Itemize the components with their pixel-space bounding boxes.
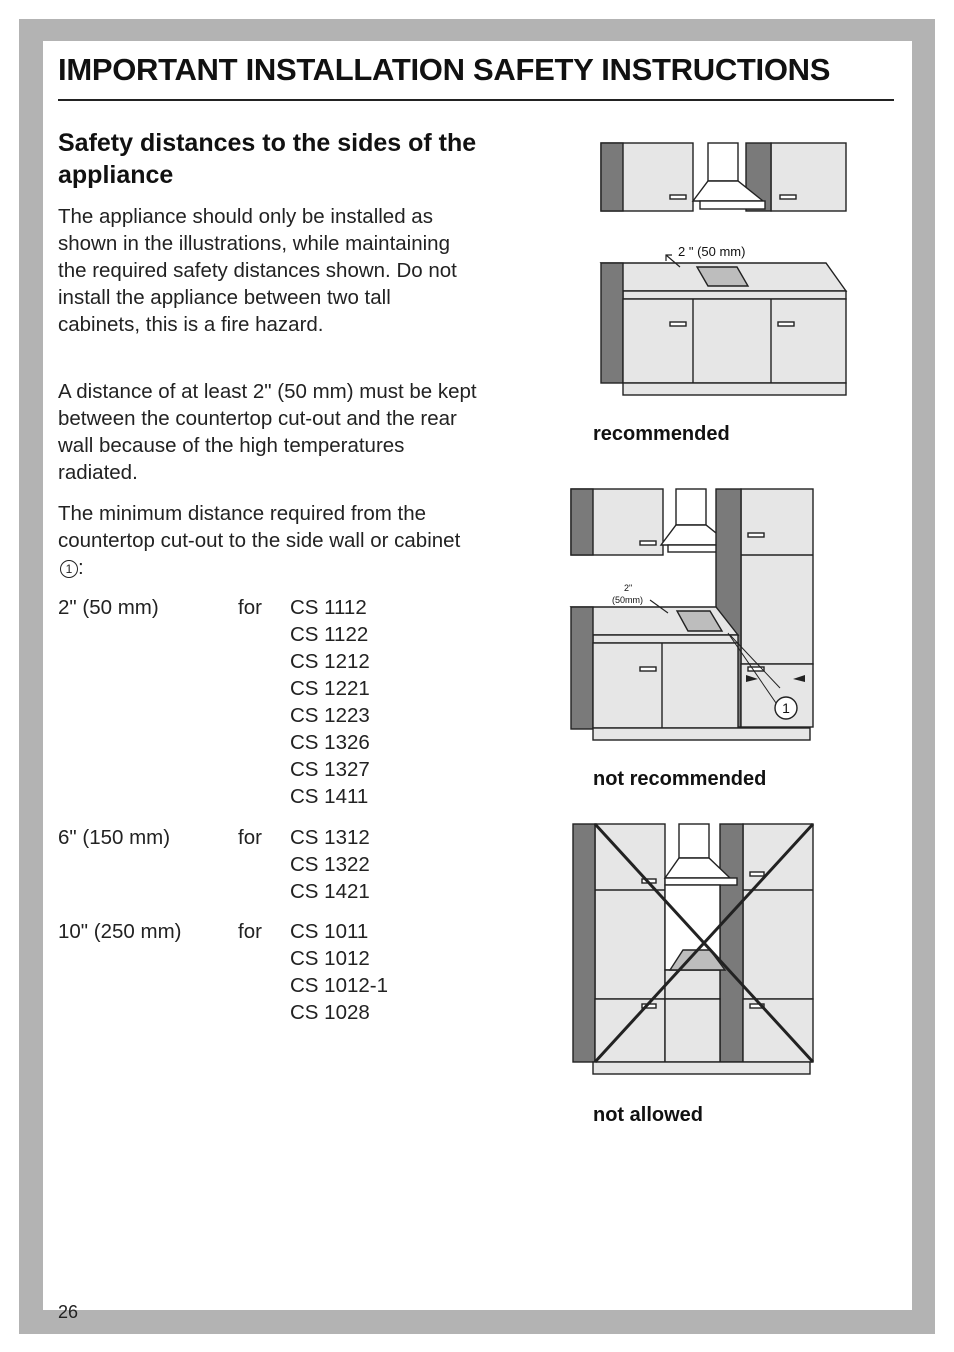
model-list (290, 594, 450, 810)
model-item: CS 1012 (290, 947, 370, 970)
model-item: CS 1028 (290, 1001, 370, 1024)
distance-value: 10" (250 mm) (58, 920, 182, 943)
caption-not-allowed: not allowed (593, 1104, 703, 1126)
cabinet-marker: 1 (782, 700, 790, 716)
model-item: CS 1122 (290, 623, 369, 646)
section-title: Safety distances to the sides of the appliance (58, 129, 477, 189)
distance-value: 6" (150 mm) (58, 826, 171, 849)
illustration-recommended (560, 135, 860, 405)
dimension-label-top: 2" (624, 583, 633, 593)
dimension-label-bottom: (50mm) (612, 595, 643, 605)
paragraph-side-wall (58, 500, 478, 581)
model-item: CS 1011 (290, 920, 369, 943)
dimension-label: 2 " (50 mm) (678, 244, 746, 259)
model-item: CS 1212 (290, 650, 370, 673)
distance-for: for (238, 826, 262, 849)
paragraph-installation: The appliance should only be installed as shown in the illustrations, while maintaining the required safety distances shown. Do not install the appliance between two tall cabinets, this is a fire hazard. (58, 205, 457, 336)
model-item: CS 1327 (290, 758, 370, 781)
header-rule (58, 99, 894, 101)
model-list (290, 824, 450, 905)
caption-not-recommended: not recommended (593, 768, 767, 790)
page-number: 26 (58, 1302, 79, 1322)
distance-value: 2" (50 mm) (58, 596, 159, 619)
model-item: CS 1112 (290, 596, 367, 619)
model-item: CS 1312 (290, 826, 370, 849)
caption-recommended: recommended (593, 423, 730, 445)
paragraph-rear-wall: A distance of at least 2" (50 mm) must be kept between the countertop cut-out and the rear wall because of the high temperatures radiated. (58, 380, 477, 484)
paragraph-side-wall-suffix: : (78, 556, 84, 579)
paragraph-side-wall-text: The minimum distance required from the countertop cut-out to the side wall or cabinet (58, 502, 461, 552)
model-item: CS 1322 (290, 853, 370, 876)
model-item: CS 1221 (290, 677, 370, 700)
illustration-not-allowed (560, 818, 860, 1080)
model-item: CS 1223 (290, 704, 370, 727)
distance-for: for (238, 920, 262, 943)
illustration-not-recommended (560, 483, 860, 745)
model-item: CS 1012-1 (290, 974, 389, 997)
model-item: CS 1421 (290, 880, 370, 903)
distance-for: for (238, 596, 262, 619)
model-item: CS 1326 (290, 731, 370, 754)
cabinet-marker-icon: 1 (60, 560, 78, 578)
model-item: CS 1411 (290, 785, 369, 808)
page-header: IMPORTANT INSTALLATION SAFETY INSTRUCTIONS (58, 52, 831, 87)
model-list (290, 918, 450, 1026)
